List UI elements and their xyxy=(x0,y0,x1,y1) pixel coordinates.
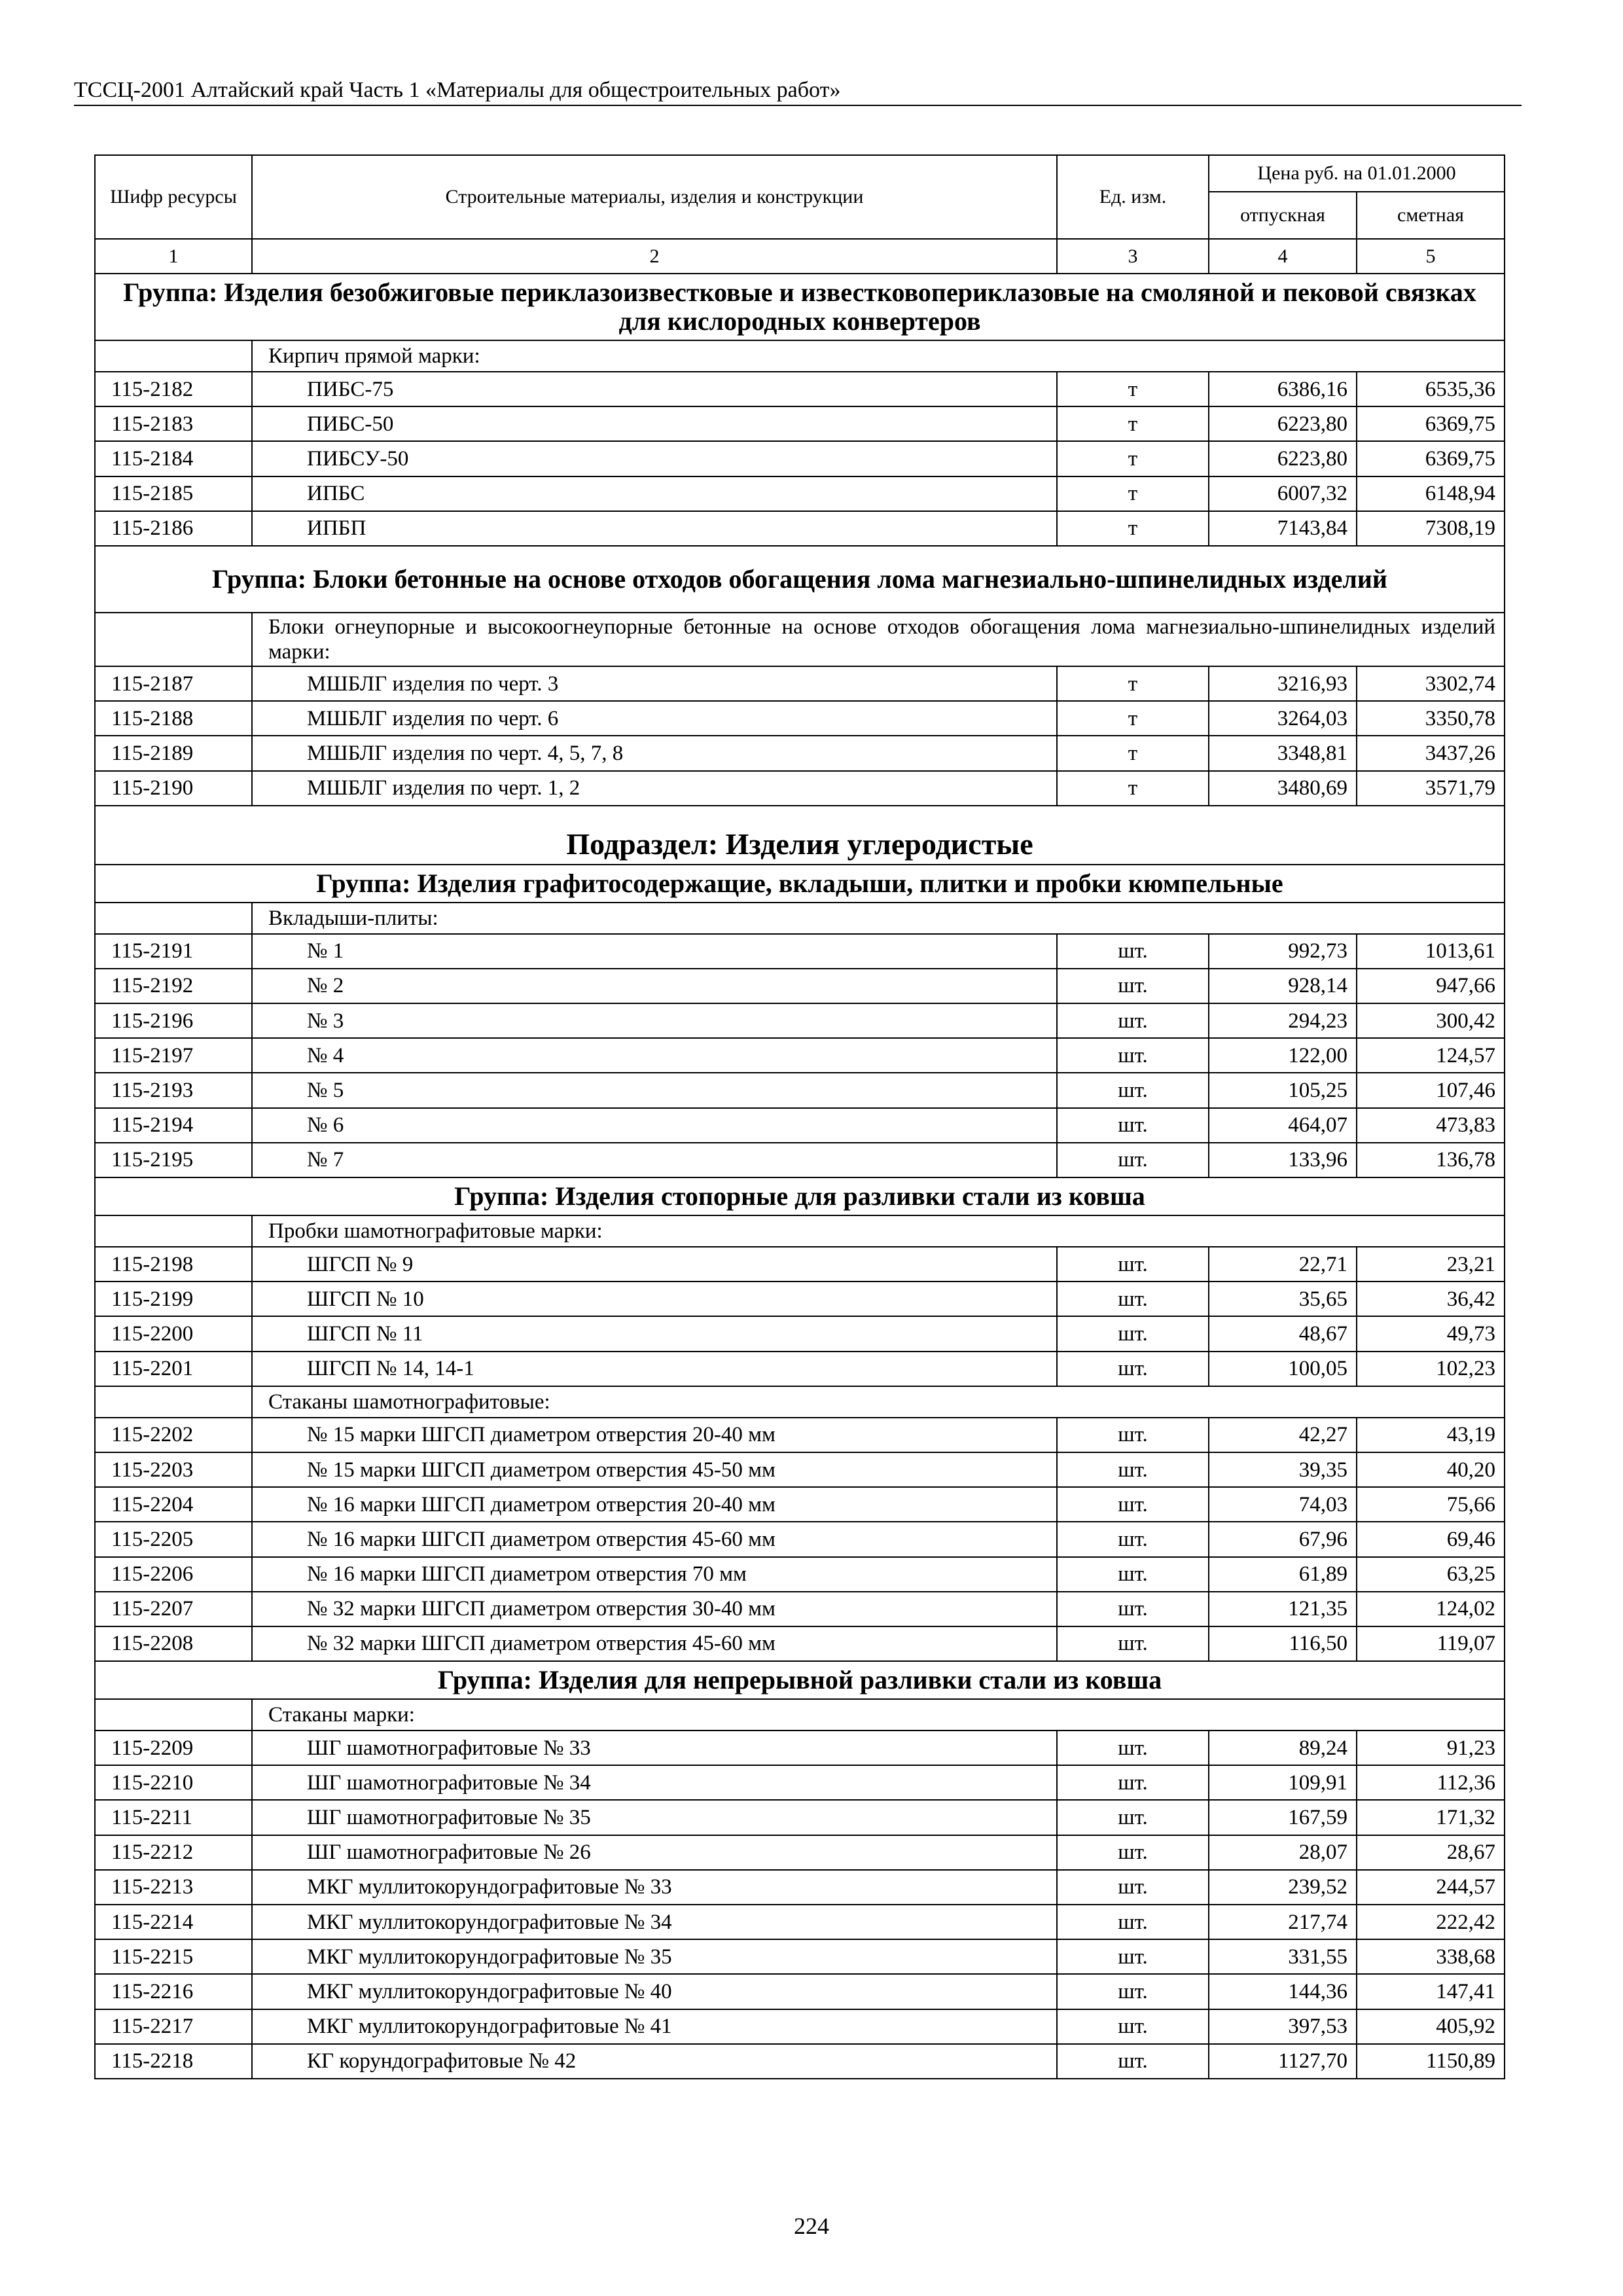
resource-code: 115-2216 xyxy=(95,1974,252,2009)
material-name: ШГ шамотнографитовые № 33 xyxy=(252,1731,1057,1765)
subheading-text: Вкладыши-плиты: xyxy=(252,903,1505,934)
table-row xyxy=(95,372,1505,406)
unit-of-measure: т xyxy=(1057,441,1209,476)
release-price: 6223,80 xyxy=(1209,406,1357,441)
subsection-row xyxy=(95,806,1505,865)
table-row xyxy=(95,1731,1505,1765)
material-name: ИПБП xyxy=(252,511,1057,546)
empty-code-cell xyxy=(95,1699,252,1731)
estimate-price: 244,57 xyxy=(1357,1870,1505,1905)
release-price: 6223,80 xyxy=(1209,441,1357,476)
table-row xyxy=(95,476,1505,511)
material-name: № 16 марки ШГСП диаметром отверстия 45-60 мм xyxy=(252,1522,1057,1556)
release-price: 928,14 xyxy=(1209,969,1357,1003)
resource-code: 115-2201 xyxy=(95,1352,252,1386)
resource-code: 115-2185 xyxy=(95,476,252,511)
resource-code: 115-2183 xyxy=(95,406,252,441)
unit-of-measure: шт. xyxy=(1057,969,1209,1003)
unit-of-measure: шт. xyxy=(1057,1038,1209,1073)
column-number: 2 xyxy=(252,239,1057,274)
group-row xyxy=(95,546,1505,613)
material-name: ШГ шамотнографитовые № 26 xyxy=(252,1835,1057,1870)
release-price: 3216,93 xyxy=(1209,666,1357,701)
resource-code: 115-2189 xyxy=(95,736,252,770)
material-name: МШБЛГ изделия по черт. 6 xyxy=(252,701,1057,736)
table-row xyxy=(95,1247,1505,1282)
material-name: № 4 xyxy=(252,1038,1057,1073)
table-row xyxy=(95,441,1505,476)
release-price: 116,50 xyxy=(1209,1626,1357,1661)
release-price: 464,07 xyxy=(1209,1108,1357,1143)
column-header-release-price: отпускная xyxy=(1209,192,1357,239)
table-row xyxy=(95,1974,1505,2009)
resource-code: 115-2187 xyxy=(95,666,252,701)
estimate-price: 7308,19 xyxy=(1357,511,1505,546)
unit-of-measure: шт. xyxy=(1057,1765,1209,1800)
subheading-text: Кирпич прямой марки: xyxy=(252,340,1505,372)
resource-code: 115-2204 xyxy=(95,1487,252,1522)
group-row xyxy=(95,274,1505,340)
table-body xyxy=(95,274,1505,2079)
table-row xyxy=(95,511,1505,546)
release-price: 7143,84 xyxy=(1209,511,1357,546)
estimate-price: 112,36 xyxy=(1357,1765,1505,1800)
release-price: 217,74 xyxy=(1209,1905,1357,1939)
material-name: ИПБС xyxy=(252,476,1057,511)
resource-code: 115-2205 xyxy=(95,1522,252,1556)
estimate-price: 119,07 xyxy=(1357,1626,1505,1661)
estimate-price: 23,21 xyxy=(1357,1247,1505,1282)
estimate-price: 75,66 xyxy=(1357,1487,1505,1522)
estimate-price: 107,46 xyxy=(1357,1073,1505,1107)
table-row xyxy=(95,406,1505,441)
estimate-price: 6535,36 xyxy=(1357,372,1505,406)
material-name: ШГСП № 14, 14-1 xyxy=(252,1352,1057,1386)
resource-code: 115-2196 xyxy=(95,1003,252,1038)
resource-code: 115-2188 xyxy=(95,701,252,736)
resource-code: 115-2192 xyxy=(95,969,252,1003)
release-price: 105,25 xyxy=(1209,1073,1357,1107)
material-name: МШБЛГ изделия по черт. 4, 5, 7, 8 xyxy=(252,736,1057,770)
resource-code: 115-2202 xyxy=(95,1418,252,1452)
column-header-name: Строительные материалы, изделия и конструкции xyxy=(252,155,1057,239)
resource-code: 115-2199 xyxy=(95,1282,252,1316)
subsection-title: Подраздел: Изделия углеродистые xyxy=(95,806,1505,865)
unit-of-measure: шт. xyxy=(1057,1487,1209,1522)
resource-code: 115-2191 xyxy=(95,934,252,969)
estimate-price: 3437,26 xyxy=(1357,736,1505,770)
material-name: ШГСП № 10 xyxy=(252,1282,1057,1316)
release-price: 121,35 xyxy=(1209,1592,1357,1626)
estimate-price: 124,57 xyxy=(1357,1038,1505,1073)
column-number: 3 xyxy=(1057,239,1209,274)
estimate-price: 69,46 xyxy=(1357,1522,1505,1556)
release-price: 35,65 xyxy=(1209,1282,1357,1316)
unit-of-measure: т xyxy=(1057,771,1209,806)
table-row xyxy=(95,1835,1505,1870)
material-name: № 2 xyxy=(252,969,1057,1003)
material-name: № 15 марки ШГСП диаметром отверстия 45-50 мм xyxy=(252,1452,1057,1487)
resource-code: 115-2195 xyxy=(95,1143,252,1177)
estimate-price: 222,42 xyxy=(1357,1905,1505,1939)
table-row xyxy=(95,1557,1505,1592)
table-row xyxy=(95,1939,1505,1974)
unit-of-measure: т xyxy=(1057,701,1209,736)
group-row xyxy=(95,865,1505,903)
empty-code-cell xyxy=(95,1386,252,1418)
table-row xyxy=(95,736,1505,770)
release-price: 39,35 xyxy=(1209,1452,1357,1487)
resource-code: 115-2194 xyxy=(95,1108,252,1143)
unit-of-measure: шт. xyxy=(1057,2044,1209,2079)
material-name: ШГ шамотнографитовые № 34 xyxy=(252,1765,1057,1800)
unit-of-measure: шт. xyxy=(1057,1905,1209,1939)
subheading-text: Блоки огнеупорные и высокоогнеупорные бетонные на основе отходов обогащения лома магнезиально-шпинелидных изделий марки: xyxy=(252,613,1505,666)
material-name: МШБЛГ изделия по черт. 3 xyxy=(252,666,1057,701)
estimate-price: 6369,75 xyxy=(1357,441,1505,476)
resource-code: 115-2184 xyxy=(95,441,252,476)
unit-of-measure: т xyxy=(1057,511,1209,546)
subheading-row xyxy=(95,1699,1505,1731)
estimate-price: 40,20 xyxy=(1357,1452,1505,1487)
unit-of-measure: шт. xyxy=(1057,1247,1209,1282)
material-name: ПИБС-75 xyxy=(252,372,1057,406)
column-number: 1 xyxy=(95,239,252,274)
table-row xyxy=(95,934,1505,969)
resource-code: 115-2193 xyxy=(95,1073,252,1107)
resource-code: 115-2190 xyxy=(95,771,252,806)
estimate-price: 28,67 xyxy=(1357,1835,1505,1870)
unit-of-measure: шт. xyxy=(1057,1352,1209,1386)
table-row xyxy=(95,1800,1505,1835)
release-price: 992,73 xyxy=(1209,934,1357,969)
resource-code: 115-2186 xyxy=(95,511,252,546)
release-price: 42,27 xyxy=(1209,1418,1357,1452)
table-row xyxy=(95,1418,1505,1452)
table-row xyxy=(95,1108,1505,1143)
material-name: МКГ муллитокорундографитовые № 33 xyxy=(252,1870,1057,1905)
table-row xyxy=(95,771,1505,806)
material-name: МШБЛГ изделия по черт. 1, 2 xyxy=(252,771,1057,806)
column-header-price: Цена руб. на 01.01.2000 xyxy=(1209,155,1505,192)
resource-code: 115-2182 xyxy=(95,372,252,406)
estimate-price: 171,32 xyxy=(1357,1800,1505,1835)
estimate-price: 405,92 xyxy=(1357,2009,1505,2044)
empty-code-cell xyxy=(95,1215,252,1247)
table-row xyxy=(95,1592,1505,1626)
estimate-price: 3350,78 xyxy=(1357,701,1505,736)
release-price: 74,03 xyxy=(1209,1487,1357,1522)
material-name: № 16 марки ШГСП диаметром отверстия 70 мм xyxy=(252,1557,1057,1592)
group-title: Группа: Блоки бетонные на основе отходов обогащения лома магнезиально-шпинелидных изделий xyxy=(95,546,1505,613)
table-row xyxy=(95,1038,1505,1073)
estimate-price: 3302,74 xyxy=(1357,666,1505,701)
unit-of-measure: т xyxy=(1057,736,1209,770)
column-number: 4 xyxy=(1209,239,1357,274)
estimate-price: 473,83 xyxy=(1357,1108,1505,1143)
estimate-price: 947,66 xyxy=(1357,969,1505,1003)
table-row xyxy=(95,1765,1505,1800)
page-number: 224 xyxy=(794,2213,829,2239)
group-title: Группа: Изделия графитосодержащие, вкладыши, плитки и пробки кюмпельные xyxy=(95,865,1505,903)
unit-of-measure: шт. xyxy=(1057,1316,1209,1351)
estimate-price: 63,25 xyxy=(1357,1557,1505,1592)
release-price: 100,05 xyxy=(1209,1352,1357,1386)
table-row xyxy=(95,1352,1505,1386)
release-price: 3264,03 xyxy=(1209,701,1357,736)
estimate-price: 338,68 xyxy=(1357,1939,1505,1974)
table-row xyxy=(95,1316,1505,1351)
empty-code-cell xyxy=(95,903,252,934)
unit-of-measure: шт. xyxy=(1057,1731,1209,1765)
material-name: № 32 марки ШГСП диаметром отверстия 45-60 мм xyxy=(252,1626,1057,1661)
material-name: № 7 xyxy=(252,1143,1057,1177)
release-price: 1127,70 xyxy=(1209,2044,1357,2079)
resource-code: 115-2211 xyxy=(95,1800,252,1835)
material-name: № 16 марки ШГСП диаметром отверстия 20-40 мм xyxy=(252,1487,1057,1522)
resource-code: 115-2213 xyxy=(95,1870,252,1905)
table-row xyxy=(95,1073,1505,1107)
release-price: 239,52 xyxy=(1209,1870,1357,1905)
unit-of-measure: шт. xyxy=(1057,1592,1209,1626)
subheading-row xyxy=(95,340,1505,372)
resource-code: 115-2197 xyxy=(95,1038,252,1073)
release-price: 3480,69 xyxy=(1209,771,1357,806)
release-price: 61,89 xyxy=(1209,1557,1357,1592)
release-price: 3348,81 xyxy=(1209,736,1357,770)
estimate-price: 136,78 xyxy=(1357,1143,1505,1177)
material-name: МКГ муллитокорундографитовые № 34 xyxy=(252,1905,1057,1939)
release-price: 109,91 xyxy=(1209,1765,1357,1800)
group-row xyxy=(95,1177,1505,1215)
estimate-price: 91,23 xyxy=(1357,1731,1505,1765)
column-header-estimate-price: сметная xyxy=(1357,192,1505,239)
release-price: 89,24 xyxy=(1209,1731,1357,1765)
unit-of-measure: шт. xyxy=(1057,1418,1209,1452)
release-price: 67,96 xyxy=(1209,1522,1357,1556)
resource-code: 115-2215 xyxy=(95,1939,252,1974)
table-row xyxy=(95,969,1505,1003)
estimate-price: 1150,89 xyxy=(1357,2044,1505,2079)
material-name: ШГСП № 11 xyxy=(252,1316,1057,1351)
material-name: № 6 xyxy=(252,1108,1057,1143)
subheading-row xyxy=(95,1386,1505,1418)
release-price: 6386,16 xyxy=(1209,372,1357,406)
estimate-price: 6369,75 xyxy=(1357,406,1505,441)
table-row xyxy=(95,1905,1505,1939)
unit-of-measure: т xyxy=(1057,476,1209,511)
table-row xyxy=(95,666,1505,701)
unit-of-measure: шт. xyxy=(1057,1870,1209,1905)
unit-of-measure: шт. xyxy=(1057,1452,1209,1487)
estimate-price: 36,42 xyxy=(1357,1282,1505,1316)
subheading-row xyxy=(95,903,1505,934)
estimate-price: 147,41 xyxy=(1357,1974,1505,2009)
material-name: № 3 xyxy=(252,1003,1057,1038)
group-title: Группа: Изделия безобжиговые периклазоизвестковые и известковопериклазовые на смоляной и пековой связках для кислородных конвертеров xyxy=(95,274,1505,340)
unit-of-measure: шт. xyxy=(1057,1143,1209,1177)
material-name: № 5 xyxy=(252,1073,1057,1107)
estimate-price: 3571,79 xyxy=(1357,771,1505,806)
material-name: КГ корундографитовые № 42 xyxy=(252,2044,1057,2079)
material-name: ШГСП № 9 xyxy=(252,1247,1057,1282)
release-price: 133,96 xyxy=(1209,1143,1357,1177)
release-price: 144,36 xyxy=(1209,1974,1357,2009)
unit-of-measure: шт. xyxy=(1057,1835,1209,1870)
table-row xyxy=(95,1487,1505,1522)
resource-code: 115-2214 xyxy=(95,1905,252,1939)
unit-of-measure: т xyxy=(1057,666,1209,701)
unit-of-measure: шт. xyxy=(1057,1282,1209,1316)
release-price: 22,71 xyxy=(1209,1247,1357,1282)
unit-of-measure: т xyxy=(1057,372,1209,406)
release-price: 397,53 xyxy=(1209,2009,1357,2044)
subheading-text: Пробки шамотнографитовые марки: xyxy=(252,1215,1505,1247)
estimate-price: 1013,61 xyxy=(1357,934,1505,969)
release-price: 6007,32 xyxy=(1209,476,1357,511)
resource-code: 115-2208 xyxy=(95,1626,252,1661)
material-name: ПИБСУ-50 xyxy=(252,441,1057,476)
table-header xyxy=(95,155,1505,274)
table-row xyxy=(95,1143,1505,1177)
unit-of-measure: т xyxy=(1057,406,1209,441)
unit-of-measure: шт. xyxy=(1057,1003,1209,1038)
unit-of-measure: шт. xyxy=(1057,1073,1209,1107)
resource-code: 115-2209 xyxy=(95,1731,252,1765)
material-name: МКГ муллитокорундографитовые № 41 xyxy=(252,2009,1057,2044)
running-header: ТССЦ-2001 Алтайский край Часть 1 «Материалы для общестроительных работ» xyxy=(74,78,841,102)
estimate-price: 43,19 xyxy=(1357,1418,1505,1452)
subheading-text: Стаканы марки: xyxy=(252,1699,1505,1731)
unit-of-measure: шт. xyxy=(1057,1557,1209,1592)
resource-code: 115-2200 xyxy=(95,1316,252,1351)
table-row xyxy=(95,2009,1505,2044)
release-price: 167,59 xyxy=(1209,1800,1357,1835)
material-name: № 1 xyxy=(252,934,1057,969)
estimate-price: 49,73 xyxy=(1357,1316,1505,1351)
resource-code: 115-2206 xyxy=(95,1557,252,1592)
empty-code-cell xyxy=(95,613,252,666)
table-row xyxy=(95,1870,1505,1905)
estimate-price: 300,42 xyxy=(1357,1003,1505,1038)
group-title: Группа: Изделия стопорные для разливки стали из ковша xyxy=(95,1177,1505,1215)
release-price: 294,23 xyxy=(1209,1003,1357,1038)
unit-of-measure: шт. xyxy=(1057,934,1209,969)
resource-code: 115-2210 xyxy=(95,1765,252,1800)
release-price: 48,67 xyxy=(1209,1316,1357,1351)
estimate-price: 6148,94 xyxy=(1357,476,1505,511)
estimate-price: 102,23 xyxy=(1357,1352,1505,1386)
unit-of-measure: шт. xyxy=(1057,1939,1209,1974)
material-name: ПИБС-50 xyxy=(252,406,1057,441)
column-header-unit: Ед. изм. xyxy=(1057,155,1209,239)
estimate-price: 124,02 xyxy=(1357,1592,1505,1626)
resource-code: 115-2218 xyxy=(95,2044,252,2079)
empty-code-cell xyxy=(95,340,252,372)
material-name: № 32 марки ШГСП диаметром отверстия 30-40 мм xyxy=(252,1592,1057,1626)
group-title: Группа: Изделия для непрерывной разливки стали из ковша xyxy=(95,1661,1505,1699)
table-row xyxy=(95,2044,1505,2079)
unit-of-measure: шт. xyxy=(1057,1626,1209,1661)
column-header-code: Шифр ресурсы xyxy=(95,155,252,239)
resource-code: 115-2217 xyxy=(95,2009,252,2044)
material-name: № 15 марки ШГСП диаметром отверстия 20-40 мм xyxy=(252,1418,1057,1452)
subheading-row xyxy=(95,1215,1505,1247)
material-name: МКГ муллитокорундографитовые № 40 xyxy=(252,1974,1057,2009)
table-row xyxy=(95,1003,1505,1038)
resource-code: 115-2198 xyxy=(95,1247,252,1282)
header-rule xyxy=(74,105,1522,106)
unit-of-measure: шт. xyxy=(1057,2009,1209,2044)
unit-of-measure: шт. xyxy=(1057,1974,1209,2009)
material-name: ШГ шамотнографитовые № 35 xyxy=(252,1800,1057,1835)
release-price: 28,07 xyxy=(1209,1835,1357,1870)
unit-of-measure: шт. xyxy=(1057,1108,1209,1143)
table-row xyxy=(95,1282,1505,1316)
subheading-text: Стаканы шамотнографитовые: xyxy=(252,1386,1505,1418)
release-price: 331,55 xyxy=(1209,1939,1357,1974)
unit-of-measure: шт. xyxy=(1057,1800,1209,1835)
subheading-row xyxy=(95,613,1505,666)
resource-code: 115-2212 xyxy=(95,1835,252,1870)
group-row xyxy=(95,1661,1505,1699)
resource-code: 115-2207 xyxy=(95,1592,252,1626)
table-row xyxy=(95,1452,1505,1487)
release-price: 122,00 xyxy=(1209,1038,1357,1073)
material-name: МКГ муллитокорундографитовые № 35 xyxy=(252,1939,1057,1974)
table-row xyxy=(95,701,1505,736)
price-table xyxy=(94,154,1505,2079)
unit-of-measure: шт. xyxy=(1057,1522,1209,1556)
resource-code: 115-2203 xyxy=(95,1452,252,1487)
table-row xyxy=(95,1522,1505,1556)
column-number: 5 xyxy=(1357,239,1505,274)
table-row xyxy=(95,1626,1505,1661)
